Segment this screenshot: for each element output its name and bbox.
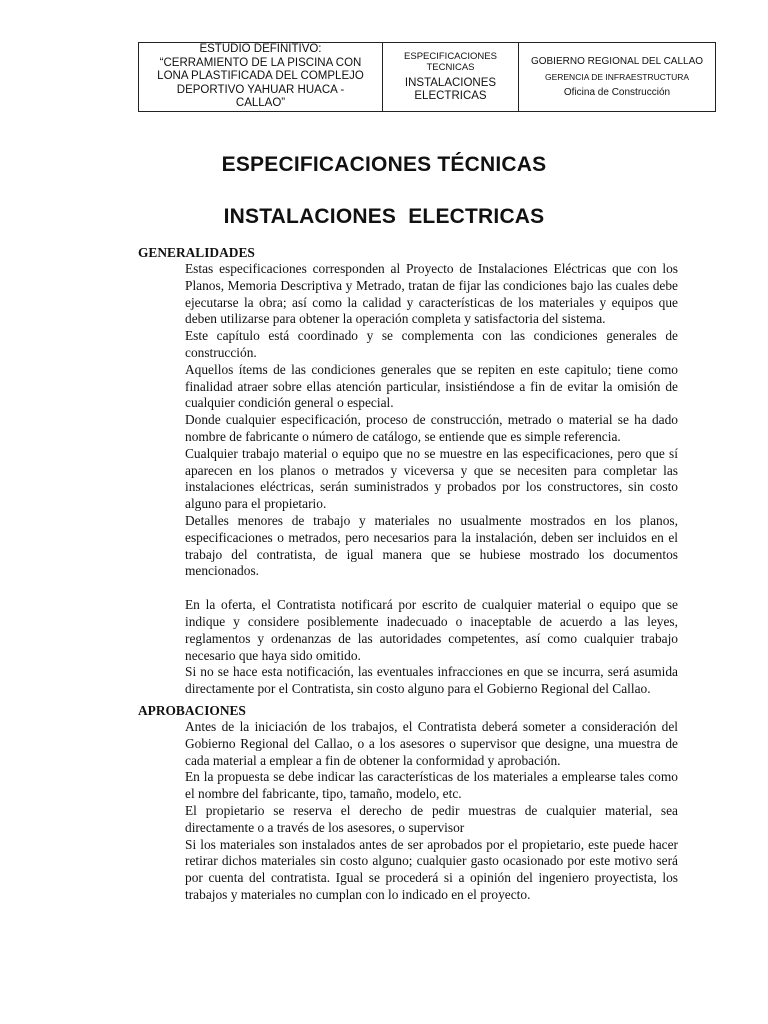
paragraph: Antes de la iniciación de los trabajos, el Contratista deberá someter a consideración del Gobierno Regional del Callao, o a los asesores o supervisor que designe, una muestra de cada material a emplear a fin de obtener la conformidad y aprobación. — [185, 719, 678, 768]
header-spec-line: ELECTRICAS — [414, 89, 487, 102]
document-title: ESPECIFICACIONES TÉCNICAS — [221, 153, 547, 176]
header-project-line: ESTUDIO DEFINITIVO: — [199, 43, 322, 56]
paragraph: En la propuesta se debe indicar las características de los materiales a emplearse tales como el nombre del fabricante, tipo, tamaño, modelo, etc. — [185, 769, 678, 802]
header-project-line: “CERRAMIENTO DE LA PISCINA CON — [159, 56, 362, 69]
paragraph: Si los materiales son instalados antes de ser aprobados por el propietario, este puede hacer retirar dichos materiales sin costo alguno; cualquier gasto ocasionado por este motivo será por cuenta del contratista. Igual se procederá si a opinión del ingeniero proyectista, los trabajos y materiales no cumplan con lo indicado en el proyecto. — [185, 836, 678, 902]
header-spec-cell — [383, 43, 519, 111]
paragraph: Cualquier trabajo material o equipo que no se muestre en las especificaciones, pero que sí aparecen en los planos o metrados y viceversa y que se necesiten para completar las instalaciones eléctricas, serán suministrados y probados por los constructores, sin costo alguno para el propietario. — [185, 445, 678, 512]
paragraph: Aquellos ítems de las condiciones generales que se repiten en este capitulo; tiene como finalidad atraer sobre ellas atención particular, insistiéndose a fin de evitar la omisión de cualquier condición general o especial. — [185, 361, 678, 411]
paragraph: En la oferta, el Contratista notificará por escrito de cualquier material o equipo que se indique y considere posiblemente inadecuado o inaceptable de acuerdo a las leyes, reglamentos y ordenanzas de las autoridades competentes, así como cualquier trabajo necesario que haya sido omitido. — [185, 597, 678, 663]
header-project-cell — [139, 43, 383, 111]
section-body — [185, 719, 678, 904]
header-project-line: CALLAO” — [235, 97, 286, 110]
header-project-line: DEPORTIVO YAHUAR HUACA - — [176, 83, 345, 96]
header-org-office: Oficina de Construcción — [563, 87, 671, 98]
header-org-department: GERENCIA DE INFRAESTRUCTURA — [544, 72, 690, 82]
header-spec-line: INSTALACIONES — [404, 77, 497, 89]
paragraph: Donde cualquier especificación, proceso de construcción, metrado o material se ha dado nombre de fabricante o número de catálogo, se entiende que es simple referencia. — [185, 412, 678, 444]
header-project-line: LONA PLASTIFICADA DEL COMPLEJO — [157, 70, 364, 83]
header-spec-line: TECNICAS — [426, 61, 475, 73]
document-subtitle: INSTALACIONES ELECTRICAS — [223, 205, 545, 228]
paragraph: Estas especificaciones corresponden al Proyecto de Instalaciones Eléctricas que con los Planos, Memoria Descriptiva y Metrado, tratan de fijar las condiciones bajo las cuales debe ejecutarse la obra; así como la calidad y características de los materiales y equipos que deben utilizarse para obtener la operación completa y satisfactoria del sistema. — [185, 261, 678, 327]
header-table — [138, 42, 716, 112]
section-aprobaciones — [138, 702, 678, 904]
section-heading: GENERALIDADES — [138, 245, 255, 260]
section-body — [185, 261, 678, 698]
paragraph: El propietario se reserva el derecho de pedir muestras de cualquier material, sea directamente o a través de los asesores, o supervisor — [185, 802, 678, 835]
paragraph: Detalles menores de trabajo y materiales no usualmente mostrados en los planos, especificaciones o metrados, pero necesarios para la instalación, deben ser incluidos en el trabajo del contratista, de igual manera que se hubiese mostrado los documentos mencionados. — [185, 512, 678, 579]
paragraph: Este capítulo está coordinado y se complementa con las condiciones generales de construcción. — [185, 328, 678, 360]
header-org-name: GOBIERNO REGIONAL DEL CALLAO — [530, 56, 704, 67]
section-heading: APROBACIONES — [138, 703, 246, 718]
header-spec-line: ESPECIFICACIONES — [404, 51, 497, 62]
paragraph: Si no se hace esta notificación, las eventuales infracciones en que se incurra, será asumida directamente por el Contratista, sin costo alguno para el Gobierno Regional del Callao. — [185, 664, 678, 697]
header-org-cell — [519, 43, 715, 111]
section-generalidades — [138, 244, 678, 698]
